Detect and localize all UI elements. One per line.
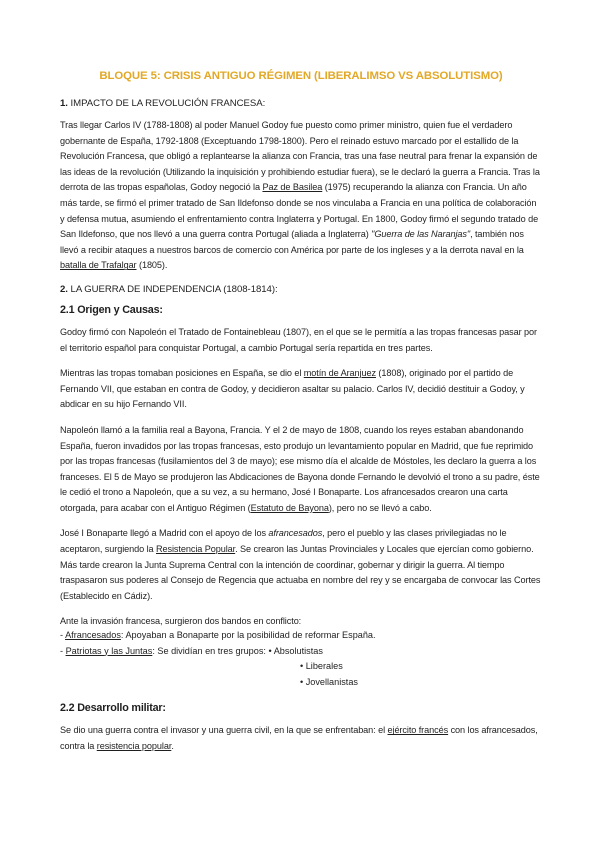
- paragraph-aranjuez: [60, 366, 542, 413]
- section-1-number: 1.: [60, 98, 68, 109]
- text-run: (1975) recuperando la alianza con Francia. Un año más tarde, se firmó el primer tratado de San Ildefonso donde se nos vinculaba a Francia en una política de colaboración y defensa mutua, asumiendo el enfrentamiento contra Inglaterra y Portugal. En 1800, Godoy firmó el segundo tratado de San Ildefonso, que nos llevó a una guerra contra Portugal (aliada a Inglaterra): [60, 182, 539, 240]
- text-run: Tras llegar Carlos IV (1788-1808) al poder Manuel Godoy fue puesto como primer ministro, quien fue el verdadero gobernante de España, 1792-1808 (Exceptuando 1798-1800). Pero el reinado estuvo marcado por el estallido de la Revolución Francesa, que obligó a replantearse la alianza con Francia, tras una fase neutral para frenar la expansión de las ideas de la revolución (Utilizando la inquisición y prohibiendo estudiar fuera), se le declaró la guerra a Francia. Tras la derrota de las tropas españolas, Godoy negoció la: [60, 120, 540, 193]
- text-run: Se dio una guerra contra el invasor y una guerra civil, en la que se enfrentaban: el: [60, 725, 388, 736]
- list-dash: -: [60, 630, 66, 641]
- motin-aranjuez-underlined: motín de Aranjuez: [303, 368, 376, 379]
- section-1-label: IMPACTO DE LA REVOLUCIÓN FRANCESA:: [70, 98, 266, 109]
- text-run: : Apoyaban a Bonaparte por la posibilidad de reformar España.: [120, 630, 376, 641]
- subsection-2-1-heading: 2.1 Origen y Causas:: [60, 303, 163, 316]
- text-run: José I Bonaparte llegó a Madrid con el apoyo de los: [60, 528, 269, 539]
- text-run: (1805).: [136, 260, 168, 271]
- text-run: Napoleón llamó a la familia real a Bayona, Francia. Y el 2 de mayo de 1808, cuando los reyes estaban abandonando España, fueron invadidos por las tropas francesas, esto produjo un levantamiento popular en Madrid, que fue reprimido por las tropas francesas (fusilamientos del 3 de mayo); ese mismo día el alcalde de Móstoles, les declaro la guerra a los franceses. El 5 de Mayo se produjeron las Abdicaciones de Bayona donde Fernando le devolvió el trono a su padre, éste le cedió el trono a Napoleón, que a su vez, a su hermano, José I Bonaparte. Los afrancesados crearon una carta otorgada, para acabar con el Antiguo Régimen (: [60, 424, 540, 513]
- text-run: : Se dividían en tres grupos: • Absolutistas: [152, 645, 323, 656]
- paz-de-basilea-underlined: Paz de Basilea: [262, 182, 323, 193]
- subsection-2-2-heading: 2.2 Desarrollo militar:: [60, 702, 166, 715]
- section-2-heading: [60, 284, 542, 295]
- section-2-number: 2.: [60, 283, 68, 295]
- resistencia-popular-underlined: Resistencia Popular: [156, 544, 236, 555]
- bandos-list: [60, 628, 542, 690]
- afrancesados-italic: afrancesados: [268, 528, 323, 539]
- text-run: (1808), originado por el partido de Fernando VII, que estaban en contra de Godoy, y decidieron asaltar su palacio. Carlos IV, decidió destituir a Godoy, y abdicar en su hijo Fernando VII.: [60, 368, 525, 410]
- text-run: . Se crearon las Juntas Provinciales y Locales que ejercían como gobierno. Más tarde crearon la Junta Suprema Central con la intención de coordinar, gobernar y dirigir la guerra. Al tiempo traspasaron sus poderes al Consejo de Regencia que actuaba en nombre del rey y se encargaba de convocar las Cortes (Establecido en Cádiz).: [60, 544, 541, 601]
- paragraph-jose-bonaparte: [60, 526, 542, 604]
- ejercito-frances-underlined: ejército francés: [387, 725, 449, 736]
- text-run: ), pero no se llevó a cabo.: [328, 502, 432, 513]
- text-run: , pero el pueblo y las clases privilegiadas no le aceptaron, surgiendo la: [60, 528, 507, 555]
- patriotas-underlined: Patriotas y las Juntas: [65, 645, 153, 656]
- list-item-patriotas: [60, 644, 542, 660]
- list-subitem-liberales: • Liberales: [300, 661, 343, 672]
- paragraph-desarrollo-militar: [60, 723, 542, 754]
- list-item-afrancesados: [60, 628, 542, 644]
- resistencia-popular-underlined: resistencia popular: [96, 741, 172, 751]
- text-run: .: [171, 741, 174, 751]
- document-title: BLOQUE 5: CRISIS ANTIGUO RÉGIMEN (LIBERALIMSO VS ABSOLUTISMO): [99, 70, 503, 82]
- paragraph-fontainebleau: Godoy firmó con Napoleón el Tratado de Fontainebleau (1807), en el que se le permitía a las tropas francesas pasar por el territorio español para conquistar Portugal, a cambio Portugal sería repartida en tres partes.: [60, 326, 538, 353]
- list-subitem-jovellanistas: • Jovellanistas: [300, 676, 358, 687]
- document-page: [60, 70, 542, 765]
- section-2-label: LA GUERRA DE INDEPENDENCIA (1808-1814):: [70, 283, 278, 295]
- estatuto-bayona-underlined: Estatuto de Bayona: [250, 502, 329, 513]
- trafalgar-underlined: batalla de Trafalgar: [60, 260, 137, 271]
- section-1-paragraph: [60, 118, 542, 274]
- list-dash: -: [60, 645, 66, 656]
- text-run: , también nos llevó a recibir ataques a nuestros barcos de comercio con América por parte de los ingleses y a la derrota naval en la: [60, 229, 524, 255]
- section-1-heading: [60, 98, 542, 109]
- afrancesados-underlined: Afrancesados: [65, 630, 121, 641]
- paragraph-dos-bandos: Ante la invasión francesa, surgieron dos bandos en conflicto:: [60, 616, 302, 627]
- text-run: Mientras las tropas tomaban posiciones en España, se dio el: [60, 368, 304, 379]
- text-run: con los afrancesados, contra la: [60, 725, 538, 751]
- guerra-naranjas-italic: "Guerra de las Naranjas": [371, 229, 471, 240]
- paragraph-bayona: [60, 423, 542, 517]
